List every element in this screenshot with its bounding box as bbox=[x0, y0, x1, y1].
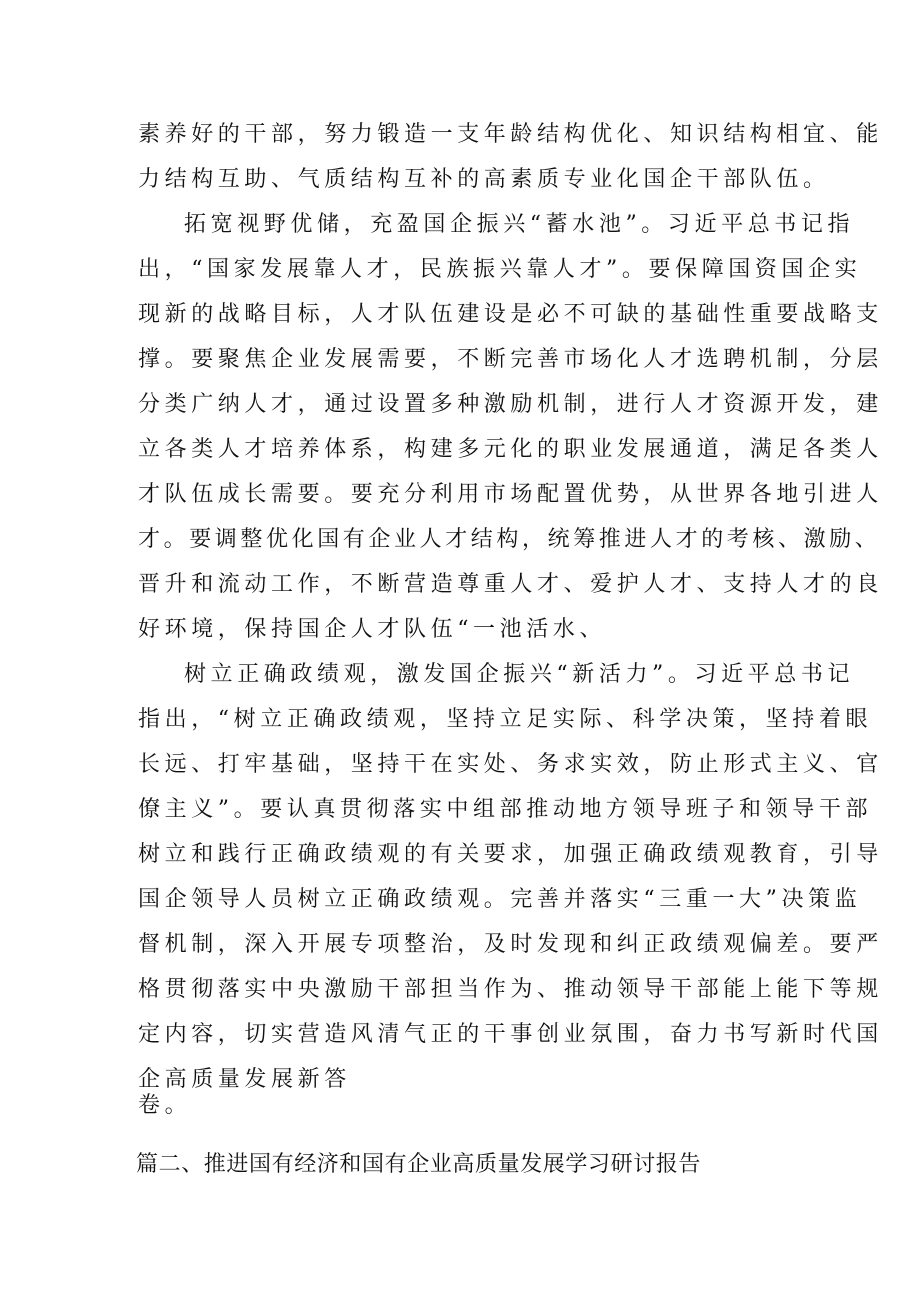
section-heading: 篇二、推进国有经济和国有企业高质量发展学习研讨报告 bbox=[136, 1152, 702, 1177]
paragraph-line: 督机制，深入开展专项整治，及时发现和纠正政绩观偏差。要严 bbox=[138, 932, 883, 957]
paragraph-line: 国企领导人员树立正确政绩观。完善并落实“三重一大”决策监 bbox=[138, 887, 862, 912]
paragraph-line: 分类广纳人才，通过设置多种激励机制，进行人才资源开发，建 bbox=[138, 392, 883, 417]
paragraph-line: 出，“国家发展靠人才，民族振兴靠人才”。要保障国资国企实 bbox=[138, 257, 862, 282]
paragraph-line: 指出，“树立正确政绩观，坚持立足实际、科学决策，坚持着眼 bbox=[138, 707, 873, 732]
paragraph-line: 好环境，保持国企人才队伍“一池活水、 bbox=[138, 617, 607, 642]
paragraph-line: 企高质量发展新答 bbox=[138, 1067, 351, 1092]
paragraph-line: 定内容，切实营造风清气正的干事创业氛围，奋力书写新时代国 bbox=[138, 1022, 883, 1047]
paragraph-line: 长远、打牢基础，坚持干在实处、务求实效，防止形式主义、官 bbox=[138, 752, 883, 777]
paragraph-first-line: 拓宽视野优储，充盈国企振兴“蓄水池”。习近平总书记指 bbox=[184, 212, 855, 237]
paragraph-line: 力结构互助、气质结构互补的高素质专业化国企干部队伍。 bbox=[138, 167, 830, 192]
paragraph-line: 素养好的干部，努力锻造一支年龄结构优化、知识结构相宜、能 bbox=[138, 122, 883, 147]
paragraph-line: 僚主义”。要认真贯彻落实中组部推动地方领导班子和领导干部 bbox=[138, 797, 873, 822]
paragraph-line: 才。要调整优化国有企业人才结构，统筹推进人才的考核、激励、 bbox=[138, 527, 881, 552]
paragraph-first-line: 树立正确政绩观，激发国企振兴“新活力”。习近平总书记 bbox=[184, 662, 855, 687]
paragraph-line: 树立和践行正确政绩观的有关要求，加强正确政绩观教育，引导 bbox=[138, 842, 883, 867]
paragraph-line: 卷。 bbox=[138, 1093, 192, 1118]
paragraph-line: 才队伍成长需要。要充分利用市场配置优势，从世界各地引进人 bbox=[138, 482, 883, 507]
paragraph-line: 现新的战略目标，人才队伍建设是必不可缺的基础性重要战略支 bbox=[138, 302, 883, 327]
paragraph-line: 晋升和流动工作，不断营造尊重人才、爱护人才、支持人才的良 bbox=[138, 572, 883, 597]
paragraph-line: 撑。要聚焦企业发展需要，不断完善市场化人才选聘机制，分层 bbox=[138, 347, 883, 372]
paragraph-line: 立各类人才培养体系，构建多元化的职业发展通道，满足各类人 bbox=[138, 437, 883, 462]
paragraph-line: 格贯彻落实中央激励干部担当作为、推动领导干部能上能下等规 bbox=[138, 977, 883, 1002]
